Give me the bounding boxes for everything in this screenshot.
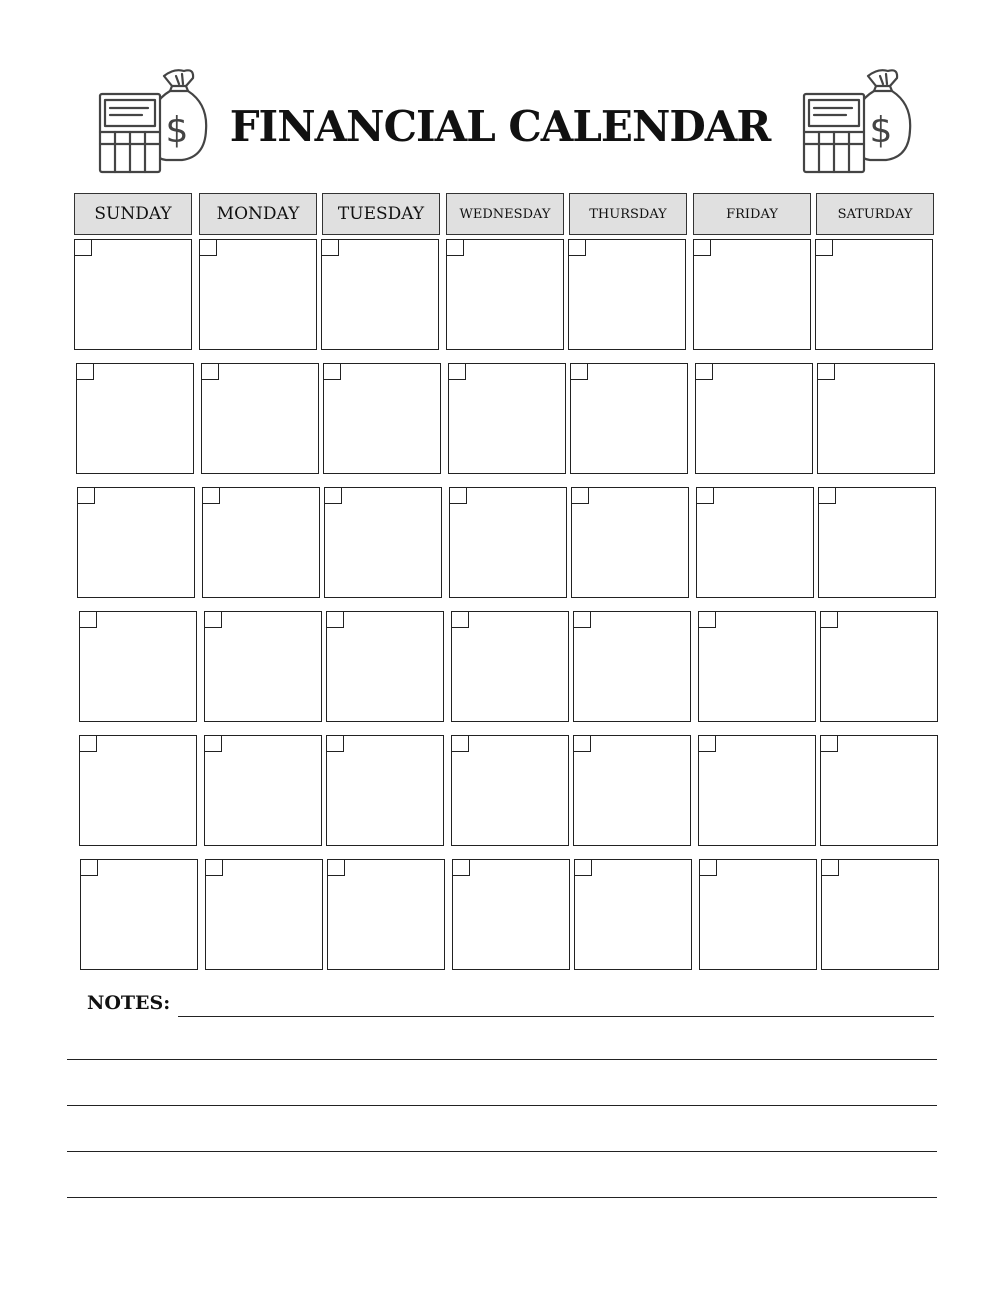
notes-line[interactable] [67, 1197, 937, 1198]
day-cell[interactable] [568, 239, 686, 350]
date-box[interactable] [695, 363, 713, 380]
date-box[interactable] [446, 239, 464, 256]
day-cell[interactable] [574, 859, 692, 970]
day-cell[interactable] [573, 611, 691, 722]
date-box[interactable] [199, 239, 217, 256]
date-box[interactable] [79, 735, 97, 752]
day-header-thursday: THURSDAY [569, 193, 687, 235]
day-header-tuesday: TUESDAY [322, 193, 440, 235]
calculator-money-bag-icon [802, 64, 914, 174]
day-cell[interactable] [201, 363, 319, 474]
date-box[interactable] [326, 735, 344, 752]
date-box[interactable] [77, 487, 95, 504]
day-cell[interactable] [323, 363, 441, 474]
day-header-friday: FRIDAY [693, 193, 811, 235]
date-box[interactable] [202, 487, 220, 504]
day-cell[interactable] [79, 611, 197, 722]
day-cell[interactable] [202, 487, 320, 598]
date-box[interactable] [699, 859, 717, 876]
date-box[interactable] [696, 487, 714, 504]
day-cell[interactable] [698, 735, 816, 846]
day-cell[interactable] [204, 735, 322, 846]
day-cell[interactable] [820, 735, 938, 846]
date-box[interactable] [820, 735, 838, 752]
calculator-money-bag-icon [98, 64, 210, 174]
date-box[interactable] [815, 239, 833, 256]
day-cell[interactable] [696, 487, 814, 598]
day-cell[interactable] [76, 363, 194, 474]
day-cell[interactable] [452, 859, 570, 970]
date-box[interactable] [79, 611, 97, 628]
date-box[interactable] [204, 735, 222, 752]
day-header-monday: MONDAY [199, 193, 317, 235]
date-box[interactable] [698, 735, 716, 752]
date-box[interactable] [817, 363, 835, 380]
date-box[interactable] [574, 859, 592, 876]
date-box[interactable] [573, 611, 591, 628]
day-cell[interactable] [446, 239, 564, 350]
date-box[interactable] [573, 735, 591, 752]
day-cell[interactable] [818, 487, 936, 598]
day-cell[interactable] [821, 859, 939, 970]
day-cell[interactable] [327, 859, 445, 970]
date-box[interactable] [321, 239, 339, 256]
day-cell[interactable] [204, 611, 322, 722]
date-box[interactable] [449, 487, 467, 504]
date-box[interactable] [326, 611, 344, 628]
date-box[interactable] [201, 363, 219, 380]
date-box[interactable] [451, 735, 469, 752]
day-cell[interactable] [326, 735, 444, 846]
date-box[interactable] [204, 611, 222, 628]
day-cell[interactable] [815, 239, 933, 350]
day-cell[interactable] [451, 735, 569, 846]
day-header-wednesday: WEDNESDAY [446, 193, 564, 235]
date-box[interactable] [571, 487, 589, 504]
date-box[interactable] [820, 611, 838, 628]
date-box[interactable] [693, 239, 711, 256]
day-cell[interactable] [571, 487, 689, 598]
date-box[interactable] [821, 859, 839, 876]
svg-text:$: $ [869, 110, 893, 151]
day-cell[interactable] [449, 487, 567, 598]
notes-line[interactable] [67, 1151, 937, 1152]
day-cell[interactable] [698, 611, 816, 722]
day-cell[interactable] [74, 239, 192, 350]
date-box[interactable] [74, 239, 92, 256]
date-box[interactable] [452, 859, 470, 876]
date-box[interactable] [80, 859, 98, 876]
day-cell[interactable] [693, 239, 811, 350]
svg-text:$: $ [165, 110, 189, 151]
date-box[interactable] [76, 363, 94, 380]
day-cell[interactable] [573, 735, 691, 846]
day-cell[interactable] [695, 363, 813, 474]
notes-line[interactable] [67, 1059, 937, 1060]
date-box[interactable] [568, 239, 586, 256]
day-cell[interactable] [451, 611, 569, 722]
date-box[interactable] [698, 611, 716, 628]
day-cell[interactable] [199, 239, 317, 350]
notes-line[interactable] [67, 1105, 937, 1106]
day-cell[interactable] [321, 239, 439, 350]
day-cell[interactable] [699, 859, 817, 970]
date-box[interactable] [451, 611, 469, 628]
day-cell[interactable] [80, 859, 198, 970]
day-header-sunday: SUNDAY [74, 193, 192, 235]
day-cell[interactable] [326, 611, 444, 722]
date-box[interactable] [327, 859, 345, 876]
day-cell[interactable] [817, 363, 935, 474]
day-cell[interactable] [448, 363, 566, 474]
page-title: FINANCIAL CALENDAR [229, 102, 771, 151]
date-box[interactable] [570, 363, 588, 380]
notes-label: NOTES: [87, 992, 171, 1014]
day-cell[interactable] [570, 363, 688, 474]
day-cell[interactable] [79, 735, 197, 846]
day-cell[interactable] [77, 487, 195, 598]
date-box[interactable] [448, 363, 466, 380]
day-cell[interactable] [205, 859, 323, 970]
notes-line[interactable] [178, 1016, 934, 1017]
date-box[interactable] [205, 859, 223, 876]
date-box[interactable] [324, 487, 342, 504]
date-box[interactable] [323, 363, 341, 380]
date-box[interactable] [818, 487, 836, 504]
day-cell[interactable] [820, 611, 938, 722]
day-cell[interactable] [324, 487, 442, 598]
day-header-saturday: SATURDAY [816, 193, 934, 235]
